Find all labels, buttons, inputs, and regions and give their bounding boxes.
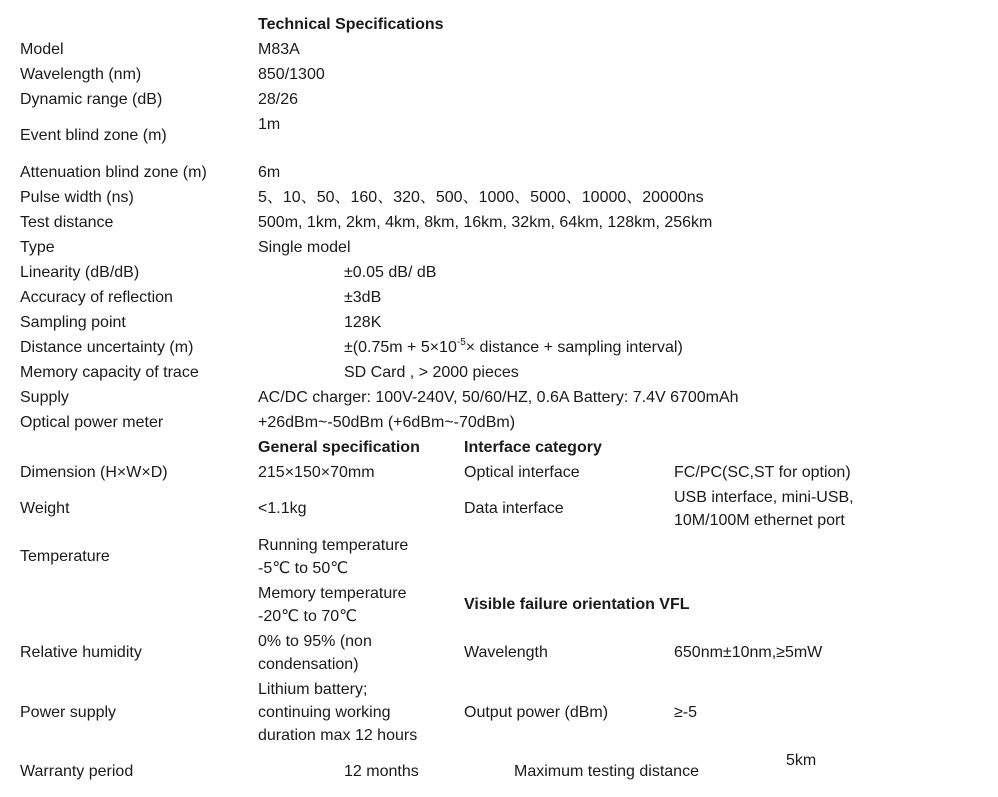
- attenuation-blind-zone-value: 6m: [258, 164, 281, 181]
- test-distance-value: 500m, 1km, 2km, 4km, 8km, 16km, 32km, 64km, 128km, 256km: [258, 214, 713, 231]
- model-label: Model: [20, 41, 64, 58]
- attenuation-blind-zone-label: Attenuation blind zone (m): [20, 164, 207, 181]
- dynamic-range-label: Dynamic range (dB): [20, 91, 163, 108]
- linearity-value: ±0.05 dB/ dB: [344, 264, 437, 281]
- vfl-wavelength-label: Wavelength: [464, 644, 548, 661]
- data-interface-label: Data interface: [464, 500, 564, 517]
- power-supply-line2: continuing working: [258, 704, 391, 721]
- sampling-point-label: Sampling point: [20, 314, 126, 331]
- data-interface-line2: 10M/100M ethernet port: [674, 512, 845, 529]
- interface-category-heading: Interface category: [464, 439, 602, 456]
- running-temp-line1: Running temperature: [258, 537, 409, 554]
- distance-uncertainty-value: [344, 336, 683, 361]
- pulse-width-label: Pulse width (ns): [20, 189, 134, 206]
- wavelength-label: Wavelength (nm): [20, 66, 142, 83]
- distance-uncertainty-label: Distance uncertainty (m): [20, 339, 194, 356]
- dimension-label: Dimension (H×W×D): [20, 464, 168, 481]
- memory-capacity-label: Memory capacity of trace: [20, 364, 199, 381]
- memory-temp-line1: Memory temperature: [258, 585, 407, 602]
- general-spec-heading: General specification: [258, 439, 420, 456]
- accuracy-reflection-value: ±3dB: [344, 289, 382, 306]
- warranty-label: Warranty period: [20, 763, 134, 780]
- max-distance-value: 5km: [786, 752, 817, 769]
- distance-uncertainty-suffix: × distance + sampling interval): [465, 339, 683, 356]
- vfl-wavelength-value: 650nm±10nm,≥5mW: [674, 644, 823, 661]
- vfl-heading: Visible failure orientation VFL: [464, 596, 690, 613]
- event-blind-zone-value: 1m: [258, 116, 281, 133]
- pulse-width-value: 5、10、50、160、320、500、1000、5000、10000、20000ns: [258, 189, 704, 206]
- warranty-value: 12 months: [344, 763, 419, 780]
- dynamic-range-value: 28/26: [258, 91, 299, 108]
- output-power-value: ≥-5: [674, 704, 698, 721]
- memory-capacity-value: SD Card , > 2000 pieces: [344, 364, 519, 381]
- linearity-label: Linearity (dB/dB): [20, 264, 140, 281]
- type-value: Single model: [258, 239, 351, 256]
- sampling-point-value: 128K: [344, 314, 382, 331]
- optical-interface-label: Optical interface: [464, 464, 580, 481]
- data-interface-line1: USB interface, mini-USB,: [674, 489, 854, 506]
- running-temp-line2: -5℃ to 50℃: [258, 560, 349, 577]
- weight-label: Weight: [20, 500, 70, 517]
- wavelength-value: 850/1300: [258, 66, 325, 83]
- supply-label: Supply: [20, 389, 69, 406]
- weight-value: <1.1kg: [258, 500, 307, 517]
- humidity-line2: condensation): [258, 656, 359, 673]
- humidity-label: Relative humidity: [20, 644, 142, 661]
- event-blind-zone-label: Event blind zone (m): [20, 127, 167, 144]
- supply-value: AC/DC charger: 100V-240V, 50/60/HZ, 0.6A Battery: 7.4V 6700mAh: [258, 389, 739, 406]
- dimension-value: 215×150×70mm: [258, 464, 375, 481]
- power-supply-line1: Lithium battery;: [258, 681, 368, 698]
- distance-uncertainty-exponent: -5: [456, 337, 466, 348]
- optical-interface-value: FC/PC(SC,ST for option): [674, 464, 851, 481]
- type-label: Type: [20, 239, 55, 256]
- output-power-label: Output power (dBm): [464, 704, 609, 721]
- humidity-line1: 0% to 95% (non: [258, 633, 372, 650]
- temperature-label: Temperature: [20, 548, 110, 565]
- page-title: Technical Specifications: [258, 16, 444, 33]
- distance-uncertainty-prefix: ±(0.75m + 5×10: [344, 339, 457, 356]
- memory-temp-line2: -20℃ to 70℃: [258, 608, 358, 625]
- optical-power-meter-value: +26dBm~-50dBm (+6dBm~-70dBm): [258, 414, 516, 431]
- model-value: M83A: [258, 41, 300, 58]
- power-supply-label: Power supply: [20, 704, 117, 721]
- optical-power-meter-label: Optical power meter: [20, 414, 164, 431]
- power-supply-line3: duration max 12 hours: [258, 727, 418, 744]
- max-distance-label: Maximum testing distance: [514, 763, 699, 780]
- test-distance-label: Test distance: [20, 214, 114, 231]
- accuracy-reflection-label: Accuracy of reflection: [20, 289, 173, 306]
